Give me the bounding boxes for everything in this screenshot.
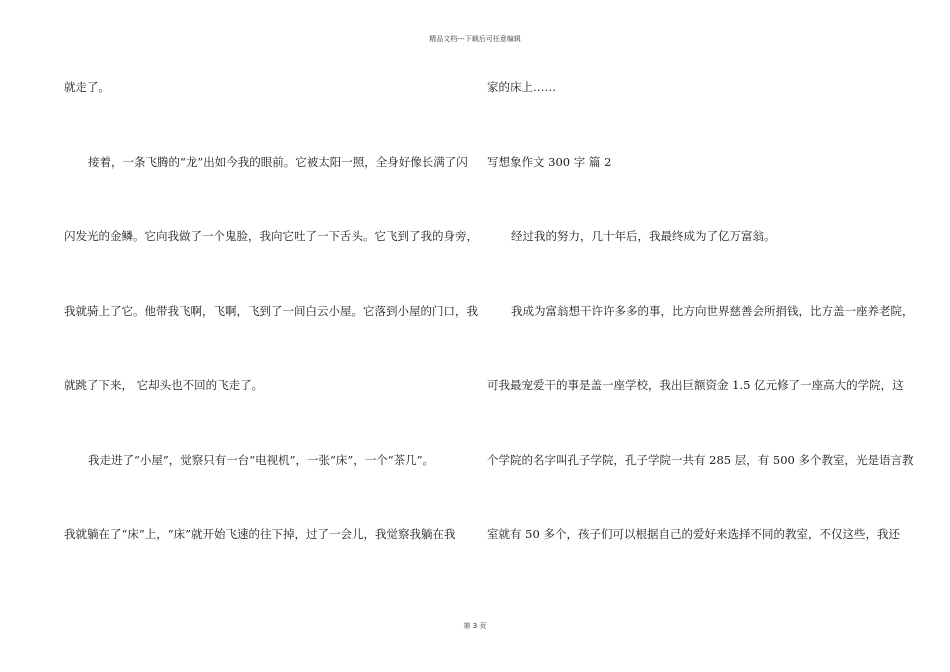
right-line-4: 我成为富翁想干许许多多的事，比方向世界慈善会所捐钱，比方盖一座养老院， — [511, 304, 914, 318]
left-line-4: 我就骑上了它。他带我飞啊，飞啊，飞到了一间白云小屋。它落到小屋的门口，我 — [64, 304, 478, 318]
essay-title: 写想象作文 300 字 篇 2 — [487, 155, 612, 169]
right-line-6: 个学院的名字叫孔子学院，孔子学院一共有 285 层，有 500 多个教室，光是语言教 — [487, 453, 914, 467]
left-line-5: 就跳了下来， 它却头也不回的飞走了。 — [64, 378, 264, 392]
right-line-7: 室就有 50 多个，孩子们可以根据自己的爱好来选择不同的教室，不仅这些，我还 — [487, 527, 900, 541]
left-line-1: 就走了。 — [64, 80, 110, 94]
right-line-3: 经过我的努力，几十年后，我最终成为了亿万富翁。 — [511, 229, 776, 243]
page-number: 第 3 页 — [463, 622, 487, 630]
left-line-7: 我就躺在了“床”上，“床”就开始飞速的往下掉，过了一会儿，我觉察我躺在我 — [64, 527, 456, 541]
right-line-5: 可我最宠爱干的事是盖一座学校，我出巨额资金 1.5 亿元修了一座高大的学院，这 — [487, 378, 904, 392]
right-line-1: 家的床上…… — [487, 80, 556, 94]
left-line-3: 闪发光的金鳞。它向我做了一个鬼脸，我向它吐了一下舌头。它飞到了我的身旁， — [64, 229, 478, 243]
page-header: 精品文档---下载后可任意编辑 — [429, 35, 521, 43]
left-line-2: 接着，一条飞腾的“龙”出如今我的眼前。它被太阳一照，全身好像长满了闪 — [88, 155, 468, 169]
left-line-6: 我走进了“小屋”，觉察只有一台“电视机”，一张“床”，一个“茶几”。 — [88, 453, 435, 467]
